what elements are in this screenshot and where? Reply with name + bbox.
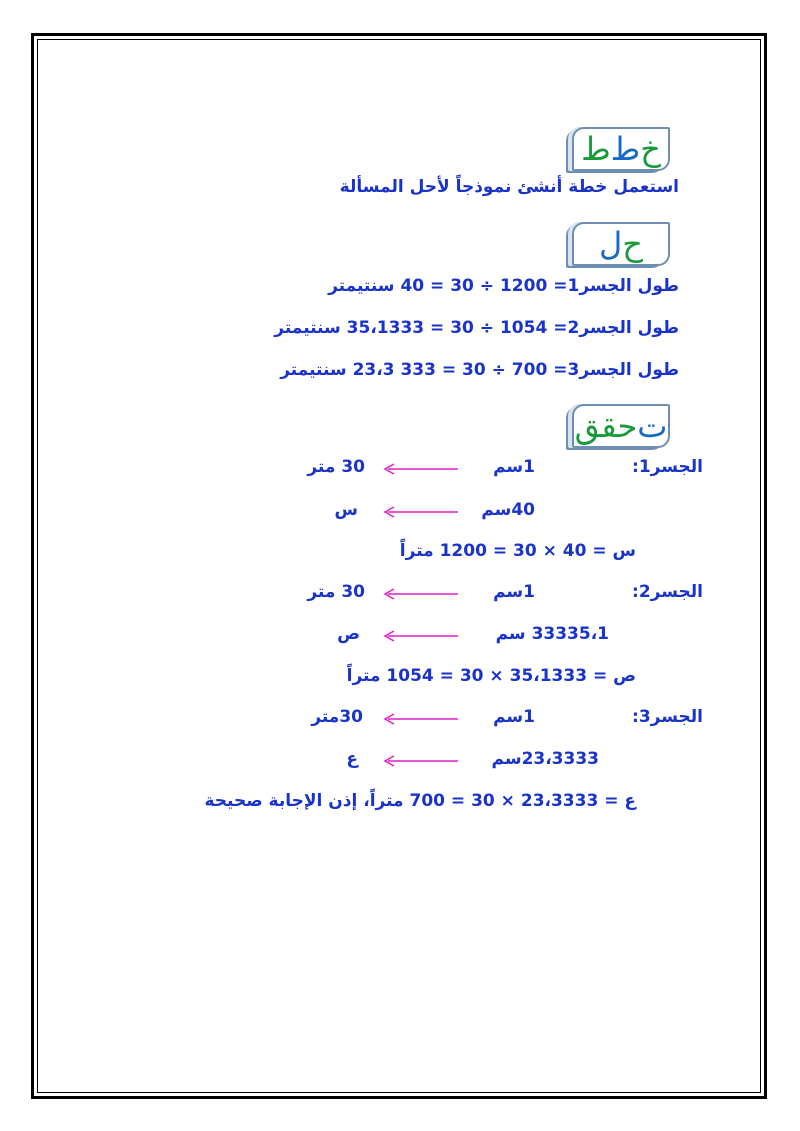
- arrow-icon: [382, 629, 458, 643]
- bridge2-row1-right: 30 متر: [307, 582, 365, 602]
- plan-text: استعمل خطة أنشئ نموذجاً لأحل المسألة: [339, 177, 679, 197]
- solve-line-1: طول الجسر1= 1200 ÷ 30 = 40 سنتيمتر: [328, 276, 679, 296]
- solve-line-3: طول الجسر3= 700 ÷ 30 = 333 23،3 سنتيمتر: [280, 360, 679, 380]
- page-border-inner: [37, 39, 761, 1093]
- heading-check-part2: حقق: [574, 407, 638, 445]
- heading-check-part1: ت: [637, 407, 668, 445]
- heading-plan: [572, 127, 670, 171]
- arrow-icon: [382, 712, 458, 726]
- bridge2-row1-left: 1سم: [493, 582, 535, 602]
- heading-plan-part3: ط: [581, 130, 611, 168]
- heading-solve-part2: ل: [599, 225, 623, 263]
- arrow-icon: [382, 462, 458, 476]
- heading-check: [572, 404, 670, 448]
- bridge1-row1-left: 1سم: [493, 457, 535, 477]
- bridge3-label: الجسر3:: [632, 707, 703, 727]
- arrow-icon: [382, 587, 458, 601]
- bridge3-row1-right: 30متر: [311, 707, 363, 727]
- solve-line-2: طول الجسر2= 1054 ÷ 30 = 35،1333 سنتيمتر: [274, 318, 679, 338]
- bridge3-result: ع = 23،3333 × 30 = 700 متراً، إذن الإجابة صحيحة: [204, 791, 636, 811]
- bridge1-row1-right: 30 متر: [307, 457, 365, 477]
- heading-solve-part1: ح: [622, 225, 643, 263]
- heading-plan-part1: خ: [640, 130, 661, 168]
- bridge2-row2-right: ص: [337, 624, 360, 644]
- bridge3-row2-right: ع: [346, 749, 358, 769]
- bridge1-row2-left: 40سم: [481, 500, 535, 520]
- bridge3-row2-left: 23،3333سم: [491, 749, 599, 769]
- bridge3-row1-left: 1سم: [493, 707, 535, 727]
- bridge1-result: س = 40 × 30 = 1200 متراً: [399, 541, 636, 561]
- heading-plan-part2: ط: [610, 130, 641, 168]
- bridge1-label: الجسر1:: [632, 457, 703, 477]
- arrow-icon: [382, 505, 458, 519]
- bridge2-result: ص = 35،1333 × 30 = 1054 متراً: [346, 666, 636, 686]
- bridge2-row2-left: 33335،1 سم: [495, 624, 609, 644]
- arrow-icon: [382, 754, 458, 768]
- heading-solve: [572, 222, 670, 266]
- bridge1-row2-right: س: [334, 500, 358, 520]
- bridge2-label: الجسر2:: [632, 582, 703, 602]
